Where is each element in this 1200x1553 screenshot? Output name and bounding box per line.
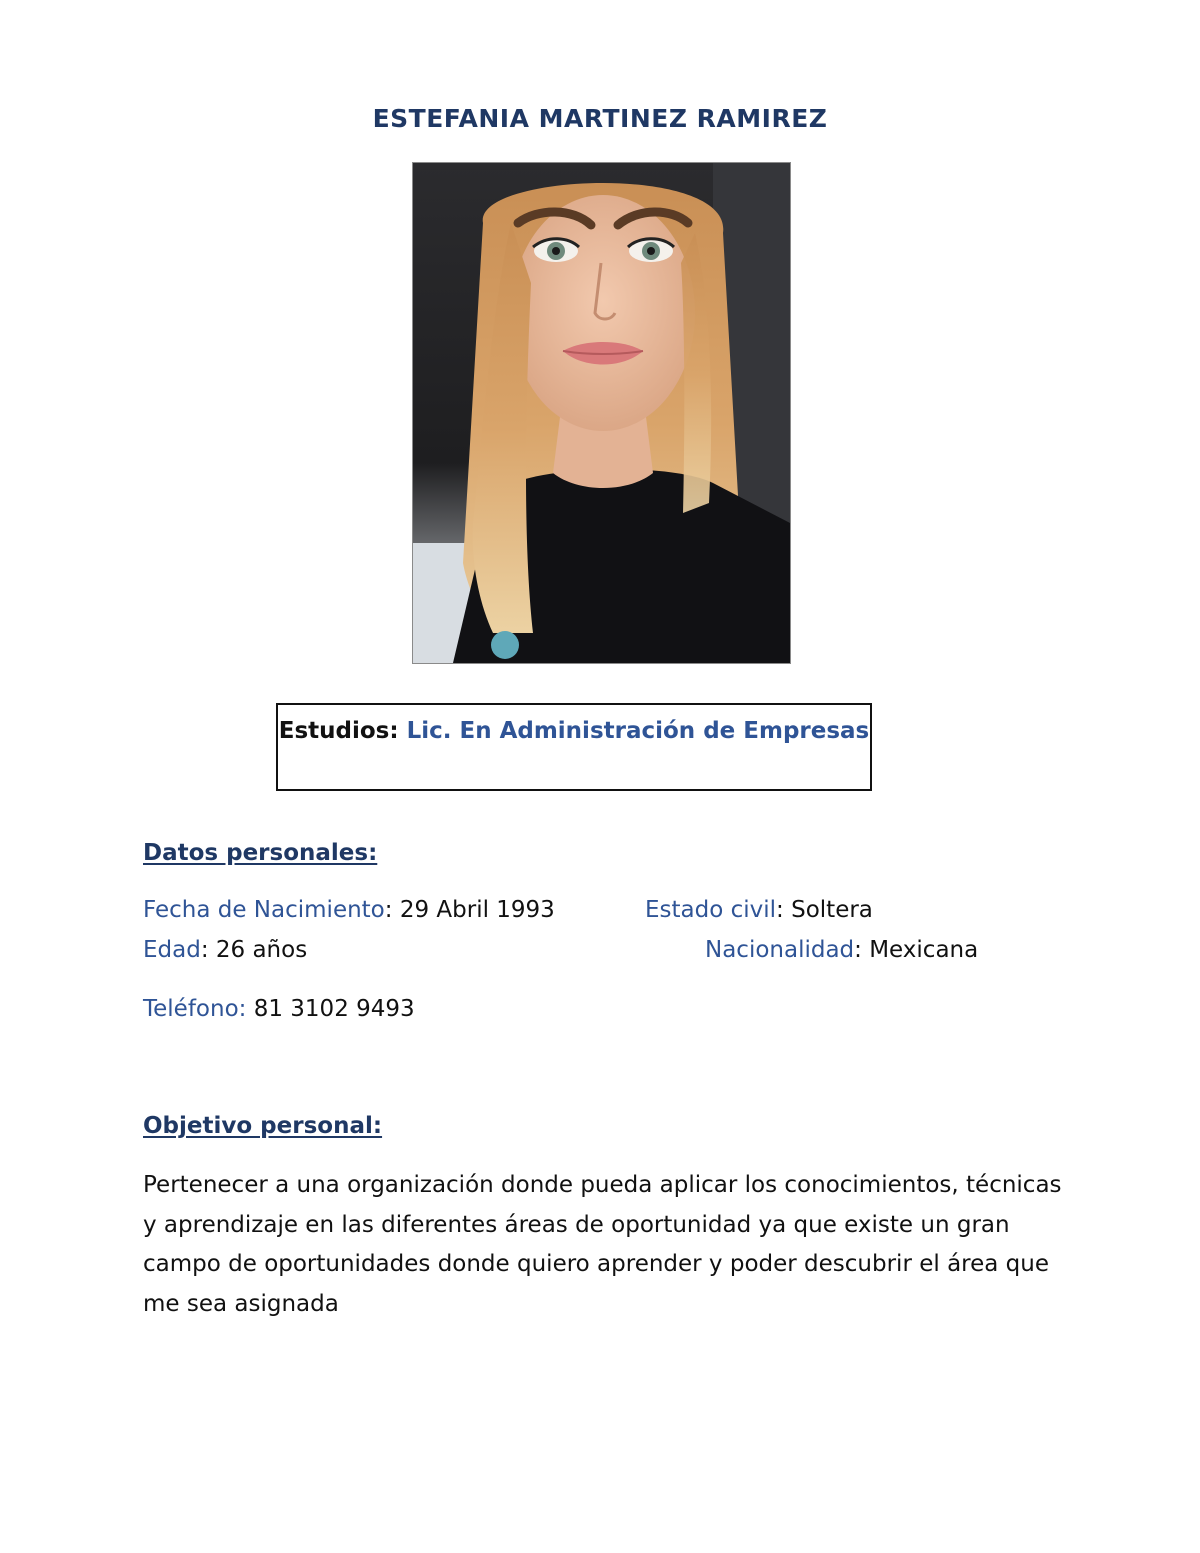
nationality-field (705, 937, 978, 963)
nationality-value: Mexicana (861, 937, 979, 963)
page-title: ESTEFANIA MARTINEZ RAMIREZ (372, 104, 828, 133)
studies-label: Estudios: (278, 718, 399, 744)
profile-photo (412, 162, 791, 664)
marital-status-label: Estado civil (645, 897, 777, 923)
birth-date-field (143, 897, 555, 923)
birth-date-sep: : (384, 897, 393, 923)
phone-label: Teléfono: (143, 996, 247, 1022)
age-label: Edad (143, 937, 201, 963)
nationality-sep: : (854, 937, 862, 963)
phone-value: 81 3102 9493 (246, 996, 415, 1022)
marital-status-field (645, 897, 873, 923)
objective-text: Pertenecer a una organización donde pueda aplicar los conocimientos, técnicas y aprendizaje en las diferentes áreas de oportunidad ya que existe un gran campo de oportunidades donde quiero aprender y poder descubrir el área que me sea asignada (143, 1172, 1062, 1317)
nationality-label: Nacionalidad (705, 937, 855, 963)
personal-data-heading: Datos personales: (143, 840, 378, 866)
age-field (143, 937, 307, 963)
birth-date-label: Fecha de Nacimiento (143, 897, 385, 923)
birth-date-value: 29 Abril 1993 (392, 897, 555, 923)
marital-status-value: Soltera (783, 897, 873, 923)
marital-status-sep: : (776, 897, 784, 923)
age-sep: : (200, 937, 209, 963)
age-value: 26 años (208, 937, 308, 963)
phone-field (143, 996, 415, 1022)
studies-value: Lic. En Administración de Empresas (406, 718, 870, 744)
studies-box (276, 703, 872, 791)
objective-heading: Objetivo personal: (143, 1113, 383, 1139)
